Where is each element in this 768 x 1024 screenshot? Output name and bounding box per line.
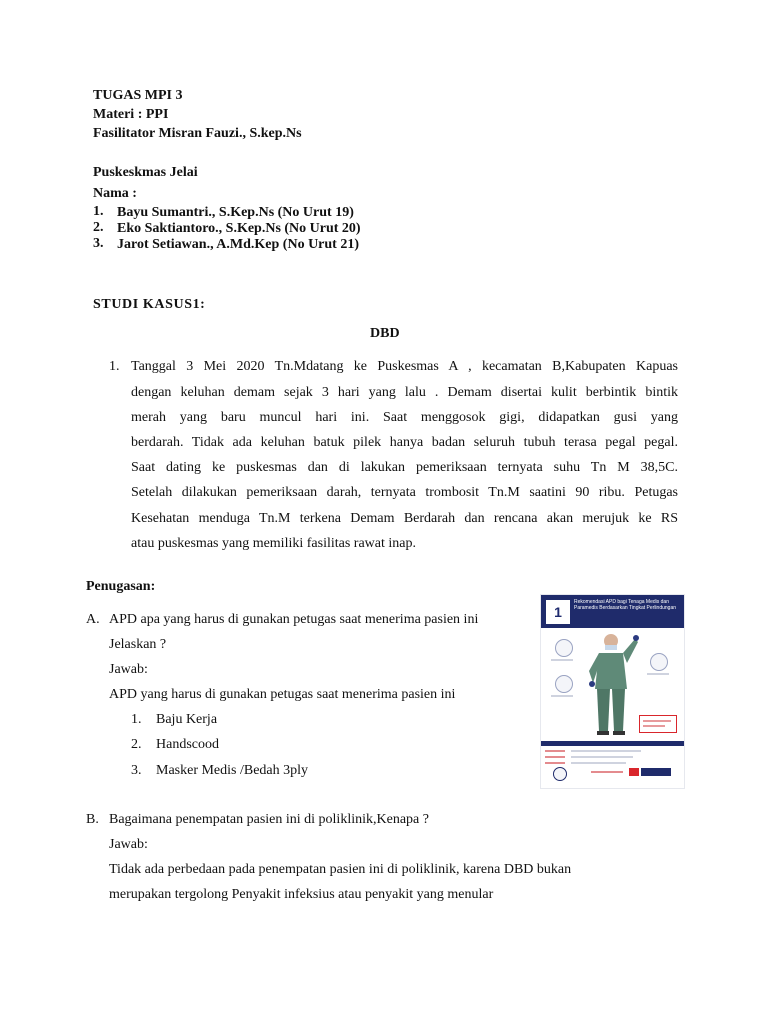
case-text-line: dengan keluhan demam sejak 3 hari yang lalu . Demam disertai kulit berbintik bintik — [131, 385, 678, 400]
case-topic: DBD — [370, 326, 400, 341]
logo-icon — [553, 767, 567, 781]
label-placeholder — [647, 673, 669, 675]
poster-title: Rekomendasi APD bagi Tenaga Medis dan Paramedis Berdasarkan Tingkat Perlindungan — [574, 599, 677, 611]
puskesmas-name: Puskeskmas Jelai — [93, 165, 198, 180]
task-a-question: APD apa yang harus di gunakan petugas saat menerima pasien ini — [109, 612, 479, 627]
table-cell — [571, 762, 626, 764]
poster-number: 1 — [546, 600, 570, 624]
mask-icon — [555, 639, 573, 657]
task-letter: B. — [86, 812, 99, 827]
list-item: Masker Medis /Bedah 3ply — [156, 763, 309, 778]
member-number: 3. — [93, 236, 104, 251]
member-name: Eko Saktiantoro., S.Kep.Ns (No Urut 20) — [117, 221, 361, 236]
nama-label: Nama : — [93, 186, 137, 201]
fasilitator-line: Fasilitator Misran Fauzi., S.kep.Ns — [93, 126, 302, 141]
case-text-line: berdarah. Tidak ada keluhan batuk pilek hanya badan seluruh tubuh terasa pegal pegal. — [131, 435, 678, 450]
task-b-answer-line: Tidak ada perbedaan pada penempatan pasien ini di poliklinik, karena DBD bukan — [109, 862, 572, 877]
case-text-line: merah yang baru muncul hari ini. Saat menggosok gigi, didapatkan gusi yang — [131, 410, 678, 425]
case-text-line: Kesehatan menduga Tn.M terkena Demam Berdarah dan rencana akan merujuk ke RS — [131, 511, 678, 526]
document-title: TUGAS MPI 3 — [93, 88, 183, 103]
list-item: Baju Kerja — [156, 712, 218, 727]
task-b-question: Bagaimana penempatan pasien ini di poliklinik,Kenapa ? — [109, 812, 429, 827]
case-heading: STUDI KASUS1: — [93, 297, 206, 312]
case-text-line: Setelah dilakukan pemeriksaan darah, ternyata trombosit Tn.M saatini 90 ribu. Petugas — [131, 485, 678, 500]
label-placeholder — [551, 659, 573, 661]
poster-table-header — [541, 741, 684, 746]
note-box — [639, 715, 677, 733]
ppe-recommendation-poster — [540, 594, 685, 789]
member-name: Jarot Setiawan., A.Md.Kep (No Urut 21) — [117, 237, 360, 252]
footer-text-placeholder — [591, 771, 623, 773]
task-a-jawab-label: Jawab: — [109, 662, 148, 677]
label-placeholder — [551, 695, 573, 697]
list-number: 2. — [131, 737, 142, 752]
materi-line: Materi : PPI — [93, 107, 169, 122]
work-clothes-icon — [650, 653, 668, 671]
task-letter: A. — [86, 612, 100, 627]
list-item: Handscood — [156, 737, 219, 752]
health-worker-figure-icon — [581, 631, 641, 739]
list-number: 3. — [131, 763, 142, 778]
task-b-answer-line: merupakan tergolong Penyakit infeksius atau penyakit yang menular — [109, 887, 494, 902]
case-number: 1. — [109, 359, 120, 374]
member-number: 1. — [93, 204, 104, 219]
table-cell — [545, 762, 565, 764]
gloves-icon — [555, 675, 573, 693]
table-cell — [571, 750, 641, 752]
member-name: Bayu Sumantri., S.Kep.Ns (No Urut 19) — [117, 205, 354, 220]
table-cell — [545, 756, 565, 758]
table-cell — [545, 750, 565, 752]
task-a-answer-intro: APD yang harus di gunakan petugas saat menerima pasien ini — [109, 687, 456, 702]
member-number: 2. — [93, 220, 104, 235]
logo-icon — [641, 768, 671, 776]
case-text-line: Saat dating ke puskesmas dan di lakukan pemeriksaan ternyata suhu Tn M 38,5C. — [131, 460, 678, 475]
list-number: 1. — [131, 712, 142, 727]
task-b-jawab-label: Jawab: — [109, 837, 148, 852]
table-cell — [571, 756, 633, 758]
task-a-question-cont: Jelaskan ? — [109, 637, 167, 652]
case-text-line: Tanggal 3 Mei 2020 Tn.Mdatang ke Puskesmas A , kecamatan B,Kabupaten Kapuas — [131, 359, 678, 374]
tasks-heading: Penugasan: — [86, 579, 156, 594]
case-text-line: atau puskesmas yang memiliki fasilitas rawat inap. — [131, 536, 416, 551]
logo-icon — [629, 768, 639, 776]
